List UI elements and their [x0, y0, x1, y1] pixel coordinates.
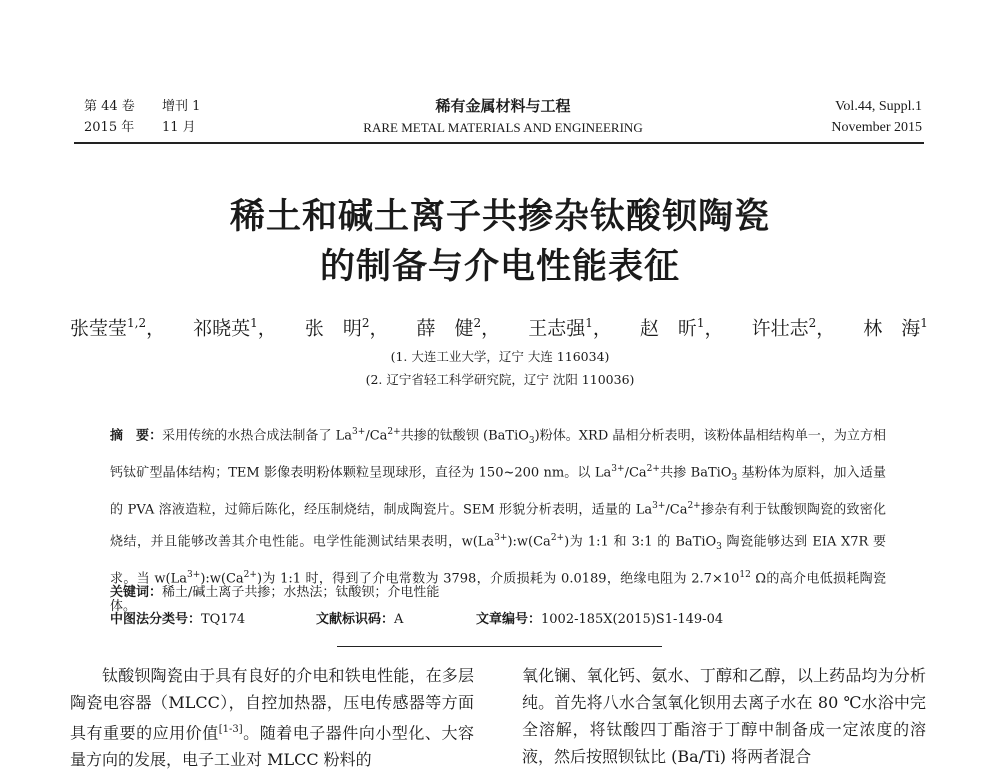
keywords: [110, 581, 439, 605]
author: 祁晓英$^1$，: [193, 316, 277, 340]
doc-code-value: A: [394, 612, 404, 627]
date-en: November 2015: [831, 120, 922, 135]
classification-line: [110, 608, 886, 632]
author: 赵 昕$^1$，: [639, 316, 724, 340]
header-journal: [84, 96, 922, 138]
article-number-label: 文章编号：: [476, 612, 542, 627]
keywords-text: 稀土/碱土离子共掺；水热法；钛酸钡；介电性能: [162, 585, 440, 600]
journal-name-zh: 稀有金属材料与工程: [435, 97, 571, 115]
author: 张 明$^2$，: [304, 316, 389, 340]
section-rule: [337, 646, 662, 647]
author: 林 海$^1$: [863, 316, 928, 340]
header-month: 11 月: [162, 120, 196, 135]
clc-label: 中图法分类号：: [110, 612, 202, 627]
volume-en: Vol.44, Suppl.1: [835, 99, 922, 114]
header-rule: [74, 142, 924, 144]
abstract: 摘 要：采用传统的水热合成法制备了 $La^{3+}/Ca^{2+}$共掺的钛酸钡 (BaTiO$_3$)粉体。XRD 晶相分析表明，该粉体晶相结构单一，为立方相钙钛矿型晶体结构；TEM 影像表明粉体颗粒呈现球形，直径为 150~200 nm。以 $La^{3+}/Ca^{2+}$共掺 BaTiO$_3$ 基粉体为原料，加入适量的 PVA 溶液造粒，过筛后陈化，经压制烧结，制成陶瓷片。SEM 形貌分析表明，适量的 $La^{3+}/Ca^{2+}$掺杂有利于钛酸钡陶瓷的致密化烧结，并且能够改善其介电性能。电学性能测试结果表明，$w(La^{3+}):w(Ca^{2+})$为 1:1 和 3:1 的 BaTiO$_3$ 陶瓷能够达到 EIA X7R 要求。当 $w(La^{3+}):w(Ca^{2+})$为 1:1 时，得到了介电常数为 3798，介质损耗为 0.0189，绝缘电阻为 $2.7\times 10^{12}$ Ω的高介电低损耗陶瓷体。: [110, 427, 886, 615]
header-volume: 第 44 卷: [84, 99, 135, 114]
article-number-value: 1002-185X(2015)S1-149-04: [541, 612, 724, 627]
author-list: [70, 308, 928, 343]
affiliation-1: (1. 大连工业大学，辽宁 大连 116034): [390, 349, 610, 364]
journal-name-en: RARE METAL MATERIALS AND ENGINEERING: [363, 120, 643, 135]
title-line-2: 的制备与介电性能表征: [319, 247, 680, 287]
keywords-label: 关键词：: [110, 585, 163, 600]
author: 张莹莹$^{1,2}$，: [70, 316, 166, 340]
author: 王志强$^1$，: [528, 316, 612, 340]
author: 许壮志$^2$，: [751, 316, 836, 340]
doc-code-label: 文献标识码：: [316, 612, 395, 627]
body-column-right: 氧化镧、氧化钙、氨水、丁醇和乙醇，以上药品均为分析纯。首先将八水合氢氧化钡用去离子水在 80 ℃水浴中完全溶解，将钛酸四丁酯溶于丁醇中制备成一定浓度的溶液，然后按照钡钛比 (Ba/Ti) 将两者混合: [522, 666, 926, 766]
abstract-label: 摘 要：: [110, 428, 163, 444]
header-volume-en: [831, 96, 922, 138]
body-column-left: 钛酸钡陶瓷由于具有良好的介电和铁电性能，在多层陶瓷电容器（MLCC），自控加热器，压电传感器等方面具有重要的应用价值[1-3]。随着电子器件向小型化、大容量方向的发展，电子工业对 MLCC 粉料的: [70, 666, 474, 770]
header-issue: 增刊 1: [162, 99, 201, 114]
clc-value: TQ174: [201, 612, 246, 627]
author: 薛 健$^2$，: [416, 316, 501, 340]
header-year: 2015 年: [84, 120, 135, 135]
running-header: [84, 96, 922, 140]
affiliation-2: (2. 辽宁省轻工科学研究院，辽宁 沈阳 110036): [365, 372, 635, 387]
paper-title: [0, 192, 1000, 292]
title-line-1: 稀土和碱土离子共掺杂钛酸钡陶瓷: [229, 197, 770, 237]
affiliations: [0, 345, 1000, 391]
